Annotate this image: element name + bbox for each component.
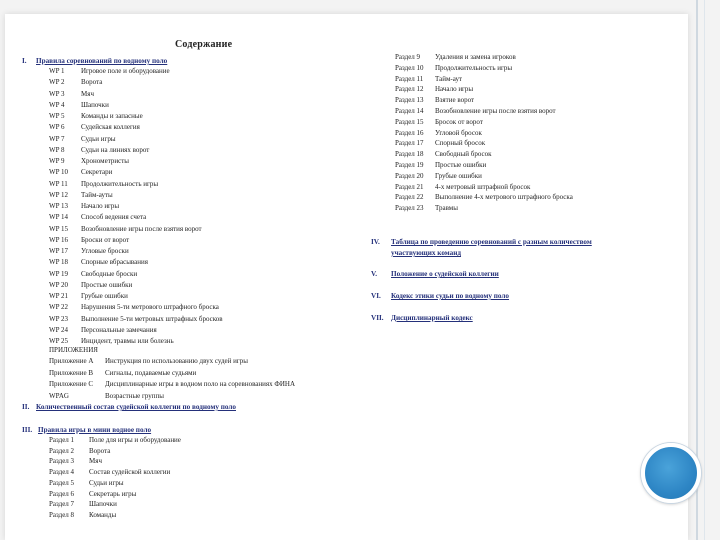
appendix-code: WPAG	[49, 391, 69, 400]
right-section-row	[395, 171, 482, 181]
section-4-title-line2: участвующих команд	[391, 249, 462, 257]
wp-rule-code: WP 5	[49, 112, 65, 120]
wp-rule-row	[49, 134, 116, 144]
section-6-heading	[371, 292, 509, 300]
mini-section-label: Судьи игры	[89, 478, 124, 487]
appendix-label: Возрастные группы	[105, 391, 164, 400]
right-section-code: Раздел 16	[395, 128, 424, 137]
wp-rule-row	[49, 280, 132, 290]
wp-rule-label: Команды и запасные	[81, 112, 143, 120]
wp-rule-code: WP 9	[49, 157, 65, 165]
right-section-row	[395, 149, 492, 159]
right-section-code: Раздел 19	[395, 161, 424, 169]
wp-rule-code: WP 4	[49, 100, 65, 109]
section-3-number: III.	[22, 426, 33, 434]
right-section-code: Раздел 18	[395, 150, 424, 159]
mini-section-label: Мяч	[89, 457, 102, 466]
wp-rule-label: Простые ошибки	[81, 280, 133, 289]
appendix-label: Сигналы, подаваемые судьями	[105, 368, 197, 377]
right-section-code: Раздел 15	[395, 117, 424, 126]
right-section-row	[395, 52, 516, 62]
wp-rule-label: Начало игры	[81, 202, 120, 210]
wp-rule-label: Ворота	[81, 78, 103, 87]
document-page	[5, 14, 688, 540]
wp-rule-label: Секретари	[81, 168, 113, 177]
right-section-row	[395, 74, 462, 84]
mini-section-label: Шапочки	[89, 500, 117, 509]
right-section-code: Раздел 9	[395, 53, 421, 61]
right-section-row	[395, 182, 530, 192]
wp-rule-label: Грубые ошибки	[81, 292, 128, 300]
mini-section-row	[49, 478, 124, 488]
wp-rule-code: WP 24	[49, 325, 68, 334]
section-5-heading	[371, 270, 499, 278]
wp-rule-code: WP 8	[49, 145, 65, 154]
wp-rule-row	[49, 122, 140, 132]
section-1-heading	[22, 57, 167, 65]
wp-rule-label: Шапочки	[81, 100, 109, 109]
mini-section-label: Команды	[89, 510, 117, 519]
section-7-title: Дисциплинарный кодекс	[391, 314, 473, 322]
right-section-row	[395, 128, 482, 138]
wp-rule-row	[49, 145, 149, 155]
mini-section-label: Состав судейской коллегии	[89, 468, 171, 477]
wp-rule-code: WP 16	[49, 235, 68, 244]
wp-rule-row	[49, 201, 119, 211]
mini-section-code: Раздел 8	[49, 510, 75, 519]
section-6-title: Кодекс этики судьи по водному поло	[391, 292, 510, 300]
appendix-code: Приложение В	[49, 368, 93, 377]
mini-section-code: Раздел 5	[49, 478, 75, 487]
wp-rule-code: WP 18	[49, 258, 68, 267]
wp-rule-label: Судейская коллегия	[81, 123, 140, 132]
wp-rule-label: Тайм-ауты	[81, 190, 113, 199]
wp-rule-row	[49, 190, 113, 200]
right-section-code: Раздел 10	[395, 63, 424, 72]
right-section-row	[395, 203, 458, 213]
wp-rule-code: WP 25	[49, 337, 68, 345]
wp-rule-row	[49, 66, 170, 76]
right-section-label: Угловой бросок	[435, 128, 482, 137]
wp-rule-code: WP 3	[49, 89, 65, 98]
section-5-title: Положение о судейской коллегии	[391, 270, 499, 278]
right-section-code: Раздел 17	[395, 139, 424, 148]
right-section-row	[395, 117, 483, 127]
wp-rule-label: Нарушения 5-ти метрового штрафного броска	[81, 303, 219, 312]
right-section-label: 4-х метровый штрафной бросок	[435, 182, 531, 191]
mini-section-label: Секретарь игры	[89, 489, 137, 498]
wp-rule-code: WP 22	[49, 303, 68, 312]
wp-rule-label: Свободные броски	[81, 269, 138, 278]
wp-rule-row	[49, 291, 128, 301]
side-rail-thin	[704, 0, 705, 540]
mini-section-row	[49, 435, 181, 445]
appendix-row	[49, 391, 164, 401]
wp-rule-code: WP 23	[49, 314, 68, 323]
mini-section-row	[49, 456, 102, 466]
wp-rule-label: Мяч	[81, 89, 94, 98]
section-4-number: IV.	[371, 238, 380, 246]
section-7-number: VII.	[371, 314, 384, 322]
appendix-row	[49, 379, 295, 389]
mini-section-code: Раздел 2	[49, 446, 75, 455]
right-section-row	[395, 95, 474, 105]
right-section-code: Раздел 13	[395, 96, 424, 105]
wp-rule-code: WP 1	[49, 67, 65, 75]
section-4-heading	[371, 238, 592, 246]
right-section-label: Травмы	[435, 204, 458, 213]
right-section-row	[395, 84, 473, 94]
wp-rule-row	[49, 325, 157, 335]
right-section-label: Взятие ворот	[435, 96, 475, 105]
wp-rule-label: Возобновление игры после взятия ворот	[81, 224, 202, 233]
appendix-heading: ПРИЛОЖЕНИЯ	[49, 346, 98, 354]
section-1-title: Правила соревнований по водному поло	[36, 57, 168, 65]
wp-rule-row	[49, 156, 129, 166]
section-4-title-line1: Таблица по проведению соревнований с разным количеством	[391, 238, 592, 246]
wp-rule-row	[49, 100, 109, 110]
right-section-code: Раздел 12	[395, 85, 424, 94]
right-section-code: Раздел 22	[395, 193, 424, 202]
wp-rule-code: WP 19	[49, 269, 68, 278]
appendix-label: Инструкция по использованию двух судей игры	[105, 357, 248, 365]
wp-rule-code: WP 7	[49, 134, 65, 143]
right-section-label: Свободный бросок	[435, 150, 492, 159]
wp-rule-row	[49, 179, 158, 189]
wp-rule-code: WP 13	[49, 202, 68, 210]
appendix-row	[49, 356, 248, 366]
appendix-code: Приложение С	[49, 380, 93, 388]
mini-section-row	[49, 489, 136, 499]
mini-section-label: Поле для игры и оборудование	[89, 436, 181, 444]
right-section-label: Удаления и замена игроков	[435, 53, 516, 61]
wp-rule-code: WP 21	[49, 292, 68, 300]
decorative-circle	[641, 443, 701, 503]
right-section-label: Возобновление игры после взятия ворот	[435, 107, 556, 115]
mini-section-row	[49, 446, 110, 456]
wp-rule-label: Выполнение 5-ти метровых штрафных бросков	[81, 314, 223, 323]
section-1-number: I.	[22, 57, 27, 65]
wp-rule-row	[49, 212, 146, 222]
right-section-row	[395, 63, 512, 73]
right-section-row	[395, 192, 573, 202]
mini-section-row	[49, 510, 116, 520]
wp-rule-row	[49, 302, 219, 312]
appendix-row	[49, 368, 196, 378]
section-3-heading	[22, 426, 151, 434]
right-section-row	[395, 160, 486, 170]
right-section-label: Грубые ошибки	[435, 171, 482, 180]
mini-section-row	[49, 467, 170, 477]
wp-rule-label: Судьи игры	[81, 134, 116, 143]
wp-rule-label: Судьи на линиях ворот	[81, 145, 150, 154]
right-section-label: Бросок от ворот	[435, 117, 483, 126]
right-section-code: Раздел 21	[395, 182, 424, 191]
mini-section-row	[49, 499, 117, 509]
wp-rule-label: Хронометристы	[81, 157, 129, 165]
page-title: Содержание	[175, 39, 233, 50]
right-section-label: Простые ошибки	[435, 161, 487, 169]
section-7-heading	[371, 314, 473, 322]
appendix-label: Дисциплинарные игры в водном поло на соревнованиях ФИНА	[105, 380, 296, 388]
mini-section-code: Раздел 6	[49, 489, 75, 498]
right-section-code: Раздел 23	[395, 204, 424, 213]
right-section-row	[395, 138, 485, 148]
wp-rule-row	[49, 77, 102, 87]
mini-section-code: Раздел 7	[49, 500, 75, 509]
appendix-code: Приложение А	[49, 357, 94, 365]
wp-rule-row	[49, 89, 94, 99]
section-2-number: II.	[22, 403, 30, 411]
mini-section-code: Раздел 4	[49, 468, 75, 477]
section-3-title: Правила игры в мини водное поло	[38, 426, 152, 434]
right-section-code: Раздел 11	[395, 74, 424, 83]
wp-rule-code: WP 14	[49, 213, 68, 222]
wp-rule-code: WP 17	[49, 247, 68, 255]
wp-rule-label: Инцидент, травмы или болезнь	[81, 337, 174, 345]
section-4-heading-line2	[391, 249, 461, 257]
section-2-title: Количественный состав судейской коллегии по водному поло	[36, 403, 236, 411]
right-section-row	[395, 106, 556, 116]
wp-rule-code: WP 6	[49, 123, 65, 132]
right-section-label: Тайм-аут	[435, 74, 463, 83]
wp-rule-code: WP 12	[49, 190, 68, 199]
wp-rule-row	[49, 111, 143, 121]
right-section-label: Начало игры	[435, 85, 474, 94]
wp-rule-code: WP 10	[49, 168, 68, 177]
wp-rule-label: Спорные вбрасывания	[81, 258, 148, 267]
right-section-label: Продолжительность игры	[435, 63, 513, 72]
wp-rule-row	[49, 235, 129, 245]
wp-rule-row	[49, 246, 129, 256]
wp-rule-code: WP 15	[49, 224, 68, 233]
section-2-heading	[22, 403, 236, 411]
wp-rule-code: WP 11	[49, 179, 68, 188]
mini-section-code: Раздел 3	[49, 457, 75, 466]
mini-section-code: Раздел 1	[49, 436, 75, 444]
wp-rule-row	[49, 167, 112, 177]
wp-rule-code: WP 20	[49, 280, 68, 289]
wp-rule-row	[49, 224, 202, 234]
wp-rule-label: Угловые броски	[81, 247, 129, 255]
right-section-code: Раздел 14	[395, 107, 424, 115]
wp-rule-label: Персональные замечания	[81, 325, 157, 334]
section-6-number: VI.	[371, 292, 381, 300]
section-5-number: V.	[371, 270, 378, 278]
wp-rule-label: Броски от ворот	[81, 235, 130, 244]
right-section-label: Выполнение 4-х метрового штрафного броска	[435, 193, 573, 202]
wp-rule-row	[49, 314, 223, 324]
wp-rule-label: Продолжительность игры	[81, 179, 159, 188]
wp-rule-code: WP 2	[49, 78, 65, 87]
right-section-label: Спорный бросок	[435, 139, 486, 148]
wp-rule-label: Способ ведения счета	[81, 213, 147, 222]
wp-rule-row	[49, 269, 137, 279]
wp-rule-row	[49, 257, 148, 267]
wp-rule-label: Игровое поле и оборудование	[81, 67, 170, 75]
right-section-code: Раздел 20	[395, 171, 424, 180]
mini-section-label: Ворота	[89, 446, 111, 455]
